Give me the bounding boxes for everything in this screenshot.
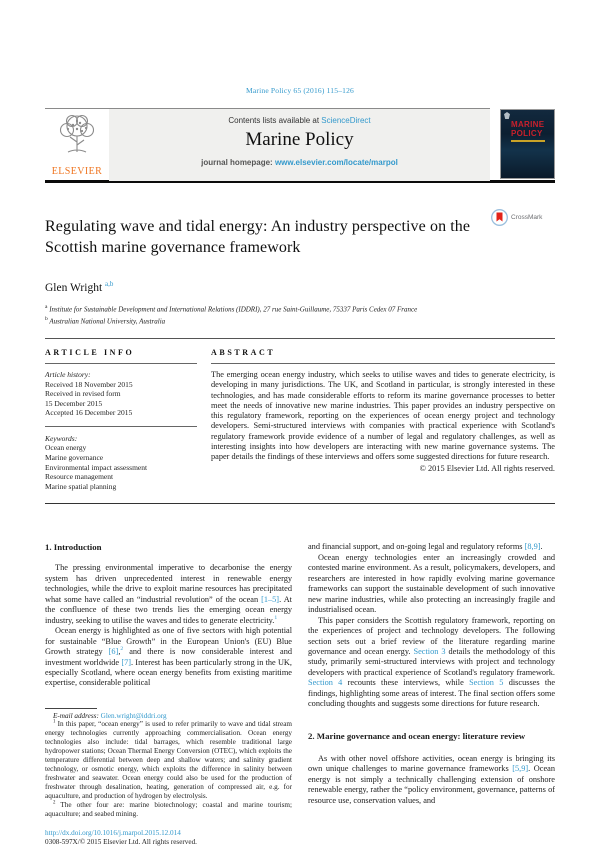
cover-emblem-icon (504, 112, 510, 119)
paragraph: Ocean energy is highlighted as one of five sectors with high potential for sustainable “Blue Growth” in the European Union's (EU) Blue Growth strategy [6],$^2$ and there is now considerable interest and investment worldwide [7]. Interest has been particularly strong in the UK, especially Scotland, where ocean energy benefits from existing maritime expertise, considerable political (45, 626, 292, 688)
author-affiliation-sup[interactable]: a,b (105, 280, 114, 289)
section-2-heading: 2. Marine governance and ocean energy: literature review (308, 730, 526, 741)
paragraph: As with other novel offshore activities, ocean energy is bringing its own unique challenges to marine governance frameworks [5,9]. Ocean energy is not simply a technically challenging extension of onshore renewable energy, rather the “policy environment, governance, patterns of resource use, conservation values, and (308, 753, 555, 805)
elsevier-wordmark: ELSEVIER (51, 166, 103, 177)
keyword: Environmental impact assessment (45, 462, 148, 472)
info-abstract-section (45, 339, 555, 505)
journal-banner (45, 108, 555, 180)
article-body (45, 542, 555, 847)
paragraph: and financial support, and on-going legal and regulatory reforms [8,9]. (308, 542, 543, 552)
footnote-ref-link[interactable]: 1 (274, 614, 278, 621)
journal-cover-thumbnail[interactable] (500, 109, 555, 179)
keyword: Marine governance (45, 453, 104, 463)
article-history-label: Article history: (45, 369, 91, 379)
citation-link[interactable]: [1–5] (261, 594, 280, 604)
footnote-1 (45, 720, 292, 800)
keywords-label: Keywords: (45, 433, 78, 443)
paragraph: This paper considers the Scottish regulatory framework, reporting on the experiences of project and technology developers. The following section sets out a brief review of the literature regarding marine governance and ocean energy. Section 3 details the methodology of this study, primarily semi-structured interviews with project and technology developers with practical experience of Scotland's regulatory framework. Section 4 recounts these interviews, while Section 5 discusses the findings, highlighting some areas of interest. The final section offers some concluding thoughts and suggests some directions for future research. (308, 615, 555, 709)
citation-link[interactable]: [5,9] (512, 764, 529, 774)
cover-title-line1: MARINE (511, 120, 545, 129)
section-1-heading: 1. Introduction (45, 542, 102, 553)
body-right-column (308, 542, 555, 847)
affiliation-b (45, 315, 555, 326)
citation-link[interactable]: Section 5 (469, 678, 504, 688)
sciencedirect-link[interactable]: ScienceDirect (321, 116, 371, 125)
journal-homepage-link[interactable]: www.elsevier.com/locate/marpol (274, 158, 398, 167)
cover-title-line2: POLICY (511, 129, 543, 138)
homepage-label: journal homepage: (201, 158, 275, 167)
article-title: Regulating wave and tidal energy: An industry perspective on the Scottish marine governance framework (45, 217, 471, 256)
citation-link[interactable]: Section 4 (308, 678, 343, 688)
elsevier-tree-icon (54, 112, 100, 165)
affiliation-b-text: Australian National University, Australia (47, 316, 166, 325)
contents-lists-line (109, 116, 490, 125)
history-line: Received 18 November 2015 (45, 379, 133, 389)
body-left-column (45, 542, 292, 847)
affiliation-a-text: Institute for Sustainable Development and International Relations (IDDRI), 27 rue Saint-Guillaume, 75337 Paris Cedex 07 France (47, 305, 418, 314)
article-info-header-rule (45, 363, 197, 364)
issn-copyright-line: 0308-597X/© 2015 Elsevier Ltd. All rights reserved. (45, 838, 197, 847)
affiliations (45, 303, 555, 326)
keywords-block (45, 434, 197, 492)
citation-link[interactable]: [7] (121, 657, 132, 667)
keyword: Marine spatial planning (45, 481, 117, 491)
article-info-column (45, 348, 197, 492)
affiliation-a-marker: a (45, 304, 48, 311)
footnote-2 (45, 801, 292, 819)
keyword: Resource management (45, 472, 114, 482)
crossmark-icon (491, 209, 508, 231)
abstract-text: The emerging ocean energy industry, which seeks to utilise waves and tides to generate electricity, is developing in many jurisdictions. The UK, and Scotland in particular, is strongly interested in these technologies, and has made considerable efforts to reform its marine governance processes to better meet the needs of innovative new marine industries. This paper provides an industry perspective on this regulatory framework, reporting on the experiences of ocean energy project and technology developers. Semi-structured interviews with companies with practical experience with Scotland's regulatory framework provide evidence of a number of legal and regulatory challenges, as well as interesting insights into how developers are interacting with new marine governance systems. The paper details the findings of these interviews and offers some suggested directions for future research. (211, 369, 555, 462)
crossmark-label: CrossMark (511, 214, 543, 221)
footnote-2-marker: 2 (53, 800, 56, 806)
abstract-column (211, 348, 555, 492)
footnote-ref-link[interactable]: 2 (120, 646, 124, 653)
journal-homepage-line (109, 158, 490, 167)
abstract-header: ABSTRACT (211, 347, 276, 357)
footnote-2-text: The other four are: marine biotechnology; coastal and marine tourism; aquaculture; and seabed mining. (45, 800, 292, 818)
journal-reference: Marine Policy 65 (2016) 115–126 (246, 86, 354, 95)
paragraph: Ocean energy technologies enter an increasingly crowded and contested marine environment. As a result, policymakers, developers, and researchers are interested in how rapidly evolving marine governance frameworks can support the sustainable development of such innovative new marine industries, while also protecting an increasingly fragile and industrialised ocean. (308, 552, 555, 615)
citation-link[interactable]: Section 3 (413, 646, 446, 656)
paragraph: The pressing environmental imperative to decarbonise the energy system has driven unprecedented interest in renewable energy technologies, while the drive to exploit marine resources has precipitated what some have called an “industrial revolution” of the ocean [1–5]. At the confluence of these two trends lies the emerging ocean energy industry, seeking to utilise the waves and tides to generate electricity.$^1$ (45, 563, 292, 625)
abstract-header-rule (211, 363, 555, 364)
email-label: E-mail address: (53, 711, 101, 720)
banner-center (109, 109, 490, 181)
footnote-block (45, 708, 292, 848)
footnote-1-text: In this paper, “ocean energy” is used to refer primarily to wave and tidal stream energy technologies currently approaching commercialisation. Ocean energy technologies also include: tidal barrages, which resemble traditional large hydropower stations; Ocean Thermal Energy Conversion (OTEC), which exploits the temperature differential between deep and shallow waters; and salinity gradient technology, or osmotic energy, which exploits the difference in salinity between freshwater and seawater. Ocean energy could also be used for the production of freshwater through desalination, heating, generation of compressed air, e.g. for aquaculture, and production of hydrogen by electrolysis. (45, 720, 292, 800)
article-history (45, 370, 197, 418)
author-line (45, 280, 555, 294)
elsevier-logo[interactable] (45, 109, 109, 181)
doi-link[interactable]: http://dx.doi.org/10.1016/j.marpol.2015.12.014 (45, 829, 181, 838)
affiliation-a (45, 303, 555, 314)
affiliation-b-marker: b (45, 315, 48, 322)
footer-block (45, 829, 292, 847)
author-email-link[interactable]: Glen.wright@iddri.org (100, 711, 167, 720)
keyword: Ocean energy (45, 443, 87, 453)
author-name: Glen Wright (45, 282, 103, 295)
history-line: Accepted 16 December 2015 (45, 408, 133, 418)
citation-link[interactable]: [6] (108, 647, 119, 657)
cover-accent-rule (511, 140, 545, 142)
citation-link[interactable]: [8,9] (524, 542, 541, 552)
abstract-copyright: © 2015 Elsevier Ltd. All rights reserved. (419, 463, 555, 473)
history-line: Received in revised form (45, 389, 121, 399)
footnote-rule (45, 708, 97, 709)
article-info-mid-rule (45, 426, 197, 427)
doi-line (45, 829, 292, 838)
cover-title (511, 120, 544, 138)
footnote-1-marker: 1 (53, 720, 56, 726)
article-info-header: ARTICLE INFO (45, 347, 135, 357)
crossmark-badge[interactable] (491, 205, 555, 268)
contents-lists-text: Contents lists available at (228, 116, 322, 125)
journal-title: Marine Policy (245, 129, 354, 150)
history-line: 15 December 2015 (45, 398, 103, 408)
